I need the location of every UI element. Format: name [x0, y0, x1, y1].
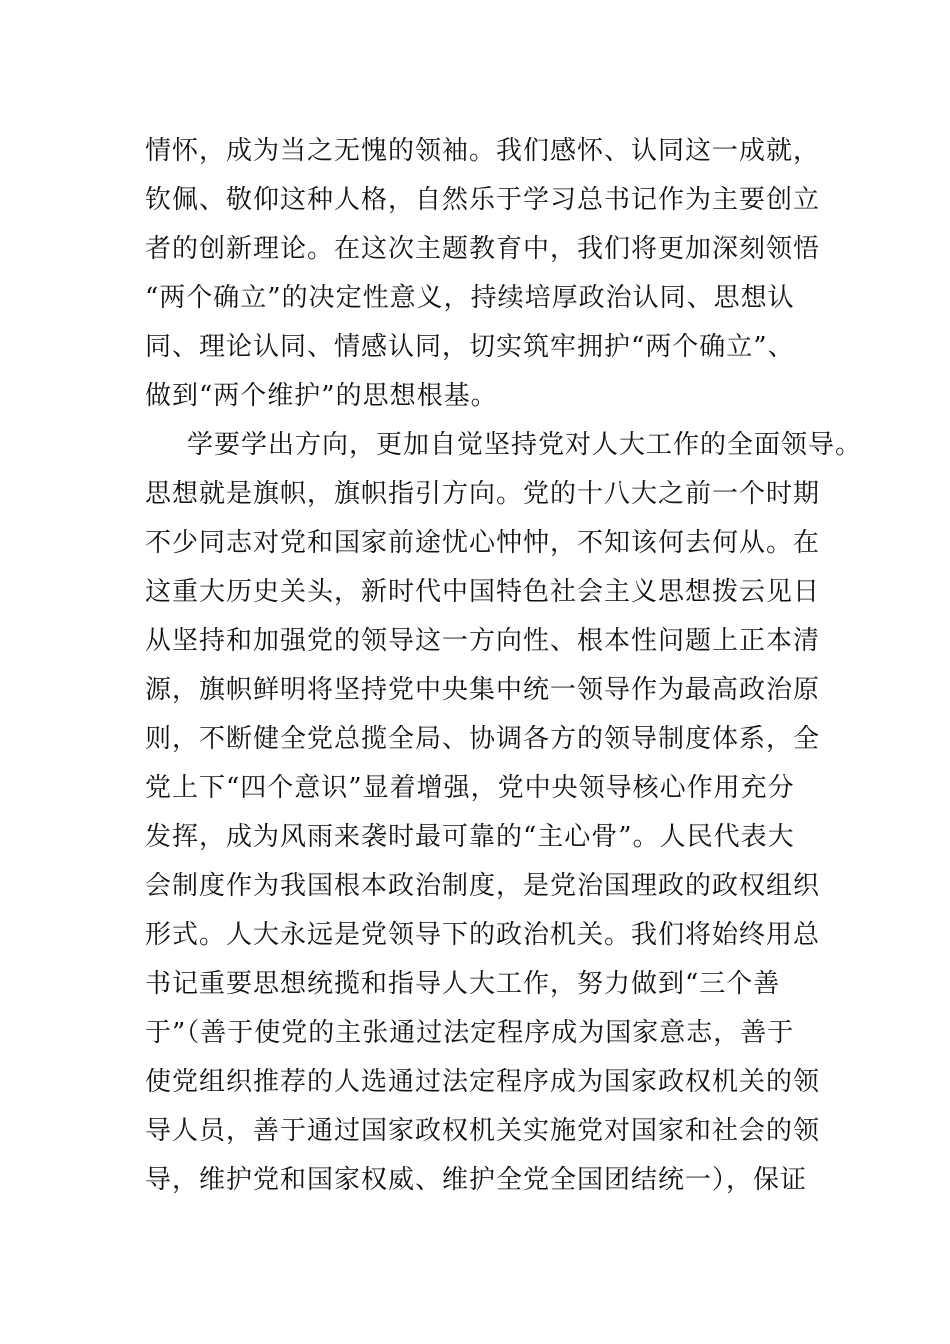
paragraph-line: 导人员，善于通过国家政权机关实施党对国家和社会的领	[145, 1116, 821, 1146]
paragraph-line: 党上下“四个意识”显着增强，党中央领导核心作用充分	[145, 773, 795, 803]
paragraph-line: 情怀，成为当之无愧的领袖。我们感怀、认同这一成就，	[145, 136, 821, 166]
paragraph-line: 书记重要思想统揽和指导人大工作，努力做到“三个善	[145, 969, 781, 999]
paragraph-line: 会制度作为我国根本政治制度，是党治国理政的政权组织	[145, 871, 821, 901]
paragraph-line: 这重大历史关头，新时代中国特色社会主义思想拨云见日	[145, 577, 821, 607]
paragraph-line: 导，维护党和国家权威、维护全党全国团结统一），保证	[145, 1165, 808, 1195]
paragraph-line: “两个确立”的决定性意义，持续培厚政治认同、思想认	[145, 283, 795, 313]
paragraph-line: 于”（善于使党的主张通过法定程序成为国家意志，善于	[145, 1018, 795, 1048]
paragraph-line: 形式。人大永远是党领导下的政治机关。我们将始终用总	[145, 920, 821, 950]
paragraph-line: 者的创新理论。在这次主题教育中，我们将更加深刻领悟	[145, 234, 821, 264]
paragraph-line: 不少同志对党和国家前途忧心忡忡，不知该何去何从。在	[145, 528, 821, 558]
document-body	[145, 127, 863, 1205]
paragraph-line: 思想就是旗帜，旗帜指引方向。党的十八大之前一个时期	[145, 479, 821, 509]
paragraph-line: 则，不断健全党总揽全局、协调各方的领导制度体系，全	[145, 724, 821, 754]
paragraph-line: 从坚持和加强党的领导这一方向性、根本性问题上正本清	[145, 626, 821, 656]
paragraph-line: 同、理论认同、情感认同，切实筑牢拥护“两个确立”、	[145, 332, 795, 362]
paragraph-line: 学要学出方向，更加自觉坚持党对人大工作的全面领导。	[187, 430, 863, 460]
paragraph-line: 发挥，成为风雨来袭时最可靠的“主心骨”。人民代表大	[145, 822, 795, 852]
paragraph-line: 源，旗帜鲜明将坚持党中央集中统一领导作为最高政治原	[145, 675, 821, 705]
paragraph-line: 使党组织推荐的人选通过法定程序成为国家政权机关的领	[145, 1067, 821, 1097]
paragraph-line: 做到“两个维护”的思想根基。	[145, 381, 498, 411]
paragraph-line: 钦佩、敬仰这种人格，自然乐于学习总书记作为主要创立	[145, 185, 821, 215]
